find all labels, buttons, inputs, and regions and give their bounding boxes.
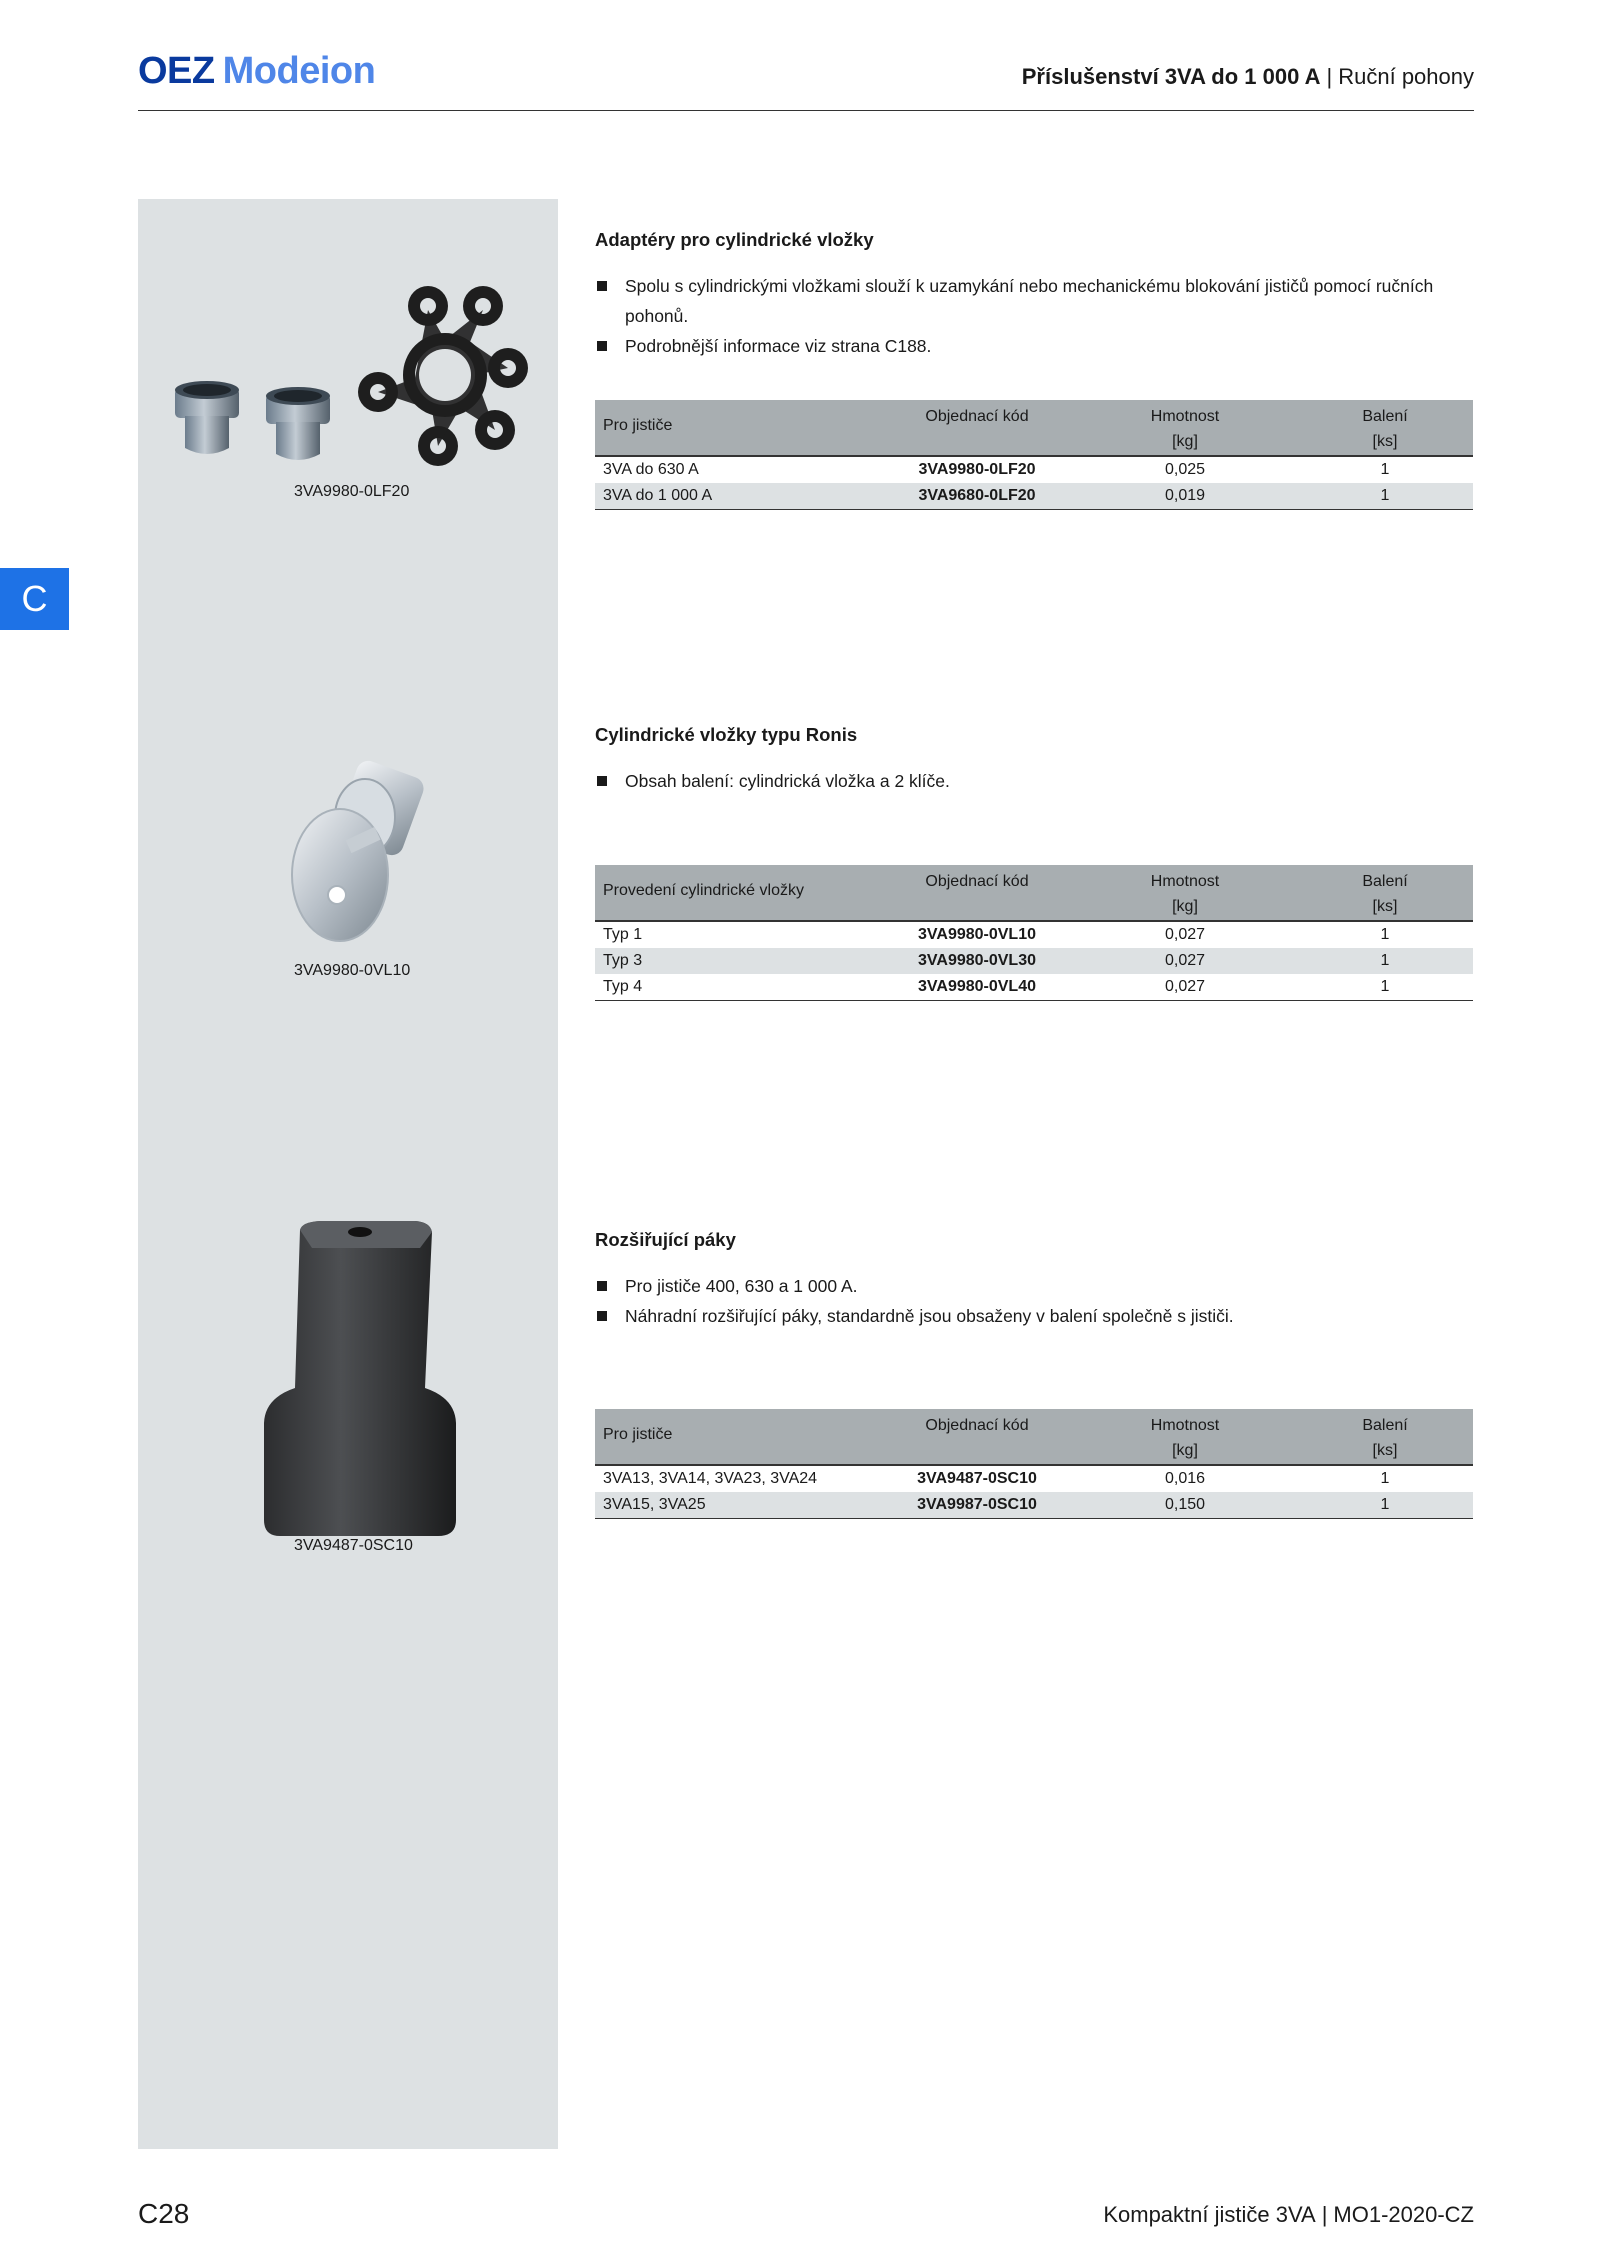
table-cell: 3VA9980-0VL30 (918, 952, 1036, 969)
table-cell: 0,016 (1164, 1470, 1206, 1487)
header-title-main: Příslušenství 3VA do 1 000 A (1021, 64, 1321, 89)
header-title (1022, 64, 1474, 90)
handle-icon (264, 1221, 456, 1536)
logo-modeion: Modeion (222, 50, 376, 92)
bullet-item: Pro jističe 400, 630 a 1 000 A. (595, 1271, 1473, 1301)
chapter-tab: C (0, 568, 69, 630)
table-row (595, 457, 1473, 483)
key-icon (292, 809, 388, 941)
cylinder-lock-image (285, 755, 445, 945)
table-row (595, 1492, 1473, 1518)
table-cell: 0,025 (1164, 461, 1206, 478)
table-cell: 1 (1380, 978, 1390, 995)
bullet-list (595, 766, 1473, 796)
bullet-list (595, 1271, 1473, 1331)
page-number: C28 (138, 2198, 190, 2229)
table-cell: Typ 3 (603, 952, 643, 969)
col-header: Pro jističe (603, 417, 673, 434)
bullet-item: Podrobnější informace viz strana C188. (595, 331, 1473, 361)
footer-separator: | (1321, 2202, 1328, 2227)
table-cell: 1 (1380, 487, 1390, 504)
sleeve-icon (266, 387, 330, 460)
table-cell: 3VA9980-0VL40 (918, 978, 1036, 995)
col-header: Hmotnost [kg] (1150, 873, 1220, 915)
col-header: Pro jističe (603, 1426, 673, 1443)
table-cell: 1 (1380, 926, 1390, 943)
product-table (595, 400, 1473, 510)
table-cell: 3VA9980-0VL10 (918, 926, 1036, 943)
bullet-item: Náhradní rozšiřující páky, standardně jsou obsaženy v balení společně s jističi. (595, 1301, 1473, 1331)
table-cell: 3VA do 630 A (603, 461, 699, 478)
table-cell: 3VA9680-0LF20 (918, 487, 1036, 504)
header-title-sub: Ruční pohony (1338, 64, 1474, 89)
table-cell: 0,027 (1164, 978, 1206, 995)
bullet-list (595, 271, 1473, 361)
table-row (595, 483, 1473, 509)
col-header: Balení [ks] (1362, 408, 1408, 450)
col-header: Balení [ks] (1362, 1417, 1408, 1459)
logo-oez: OEZ (138, 50, 215, 92)
table-cell: 0,150 (1164, 1496, 1206, 1513)
table-cell: 1 (1380, 952, 1390, 969)
table-cell: 0,027 (1164, 952, 1206, 969)
table-header (595, 1409, 1473, 1466)
sleeve-icon (175, 381, 239, 454)
section-cylinder-locks (595, 724, 1473, 995)
table-cell: 1 (1380, 461, 1390, 478)
table-row (595, 922, 1473, 948)
table-cell: 3VA9487-0SC10 (917, 1470, 1037, 1487)
image-caption: 3VA9980-0VL10 (294, 962, 411, 979)
table-cell: 0,027 (1164, 926, 1206, 943)
col-header: Hmotnost [kg] (1150, 408, 1220, 450)
section-title: Rozšiřující páky (595, 1229, 736, 1250)
table-cell: 3VA9980-0LF20 (918, 461, 1036, 478)
table-cell: 3VA15, 3VA25 (603, 1496, 706, 1513)
table-cell: Typ 1 (603, 926, 643, 943)
bullet-item: Spolu s cylindrickými vložkami slouží k uzamykání nebo mechanickému blokování jističů pomocí ručních pohonů. (595, 271, 1473, 331)
section-adapters (595, 229, 1473, 504)
table-cell: Typ 4 (603, 978, 643, 995)
star-adapter-icon (358, 286, 528, 466)
image-caption: 3VA9487-0SC10 (294, 1537, 413, 1554)
extension-handle-image (260, 1218, 465, 1538)
table-row (595, 1466, 1473, 1492)
product-table (595, 865, 1473, 1001)
col-header: Objednací kód (925, 873, 1029, 890)
table-row (595, 948, 1473, 974)
table-cell: 3VA9987-0SC10 (917, 1496, 1037, 1513)
image-caption: 3VA9980-0LF20 (294, 483, 410, 500)
col-header: Hmotnost [kg] (1150, 1417, 1220, 1459)
table-header (595, 865, 1473, 922)
page-header (138, 50, 1474, 111)
section-extension-handles (595, 1229, 1473, 1513)
header-separator: | (1326, 64, 1333, 89)
col-header: Provedení cylindrické vložky (603, 882, 804, 899)
footer-doc-code: MO1-2020-CZ (1333, 2202, 1474, 2227)
section-title: Cylindrické vložky typu Ronis (595, 724, 858, 745)
bullet-item: Obsah balení: cylindrická vložka a 2 klíče. (595, 766, 1473, 796)
table-cell: 3VA do 1 000 A (603, 487, 713, 504)
section-title: Adaptéry pro cylindrické vložky (595, 229, 874, 250)
table-cell: 1 (1380, 1496, 1390, 1513)
table-cell: 3VA13, 3VA14, 3VA23, 3VA24 (603, 1470, 818, 1487)
footer-doc-info (1103, 2202, 1474, 2228)
col-header: Objednací kód (925, 408, 1029, 425)
col-header: Objednací kód (925, 1417, 1029, 1434)
brand-logo (138, 50, 375, 93)
footer-doc-title: Kompaktní jističe 3VA (1103, 2202, 1316, 2227)
product-table (595, 1409, 1473, 1519)
adapter-image (170, 270, 540, 480)
table-cell: 1 (1380, 1470, 1390, 1487)
col-header: Balení [ks] (1362, 873, 1408, 915)
table-row (595, 974, 1473, 1000)
table-cell: 0,019 (1164, 487, 1206, 504)
table-header (595, 400, 1473, 457)
